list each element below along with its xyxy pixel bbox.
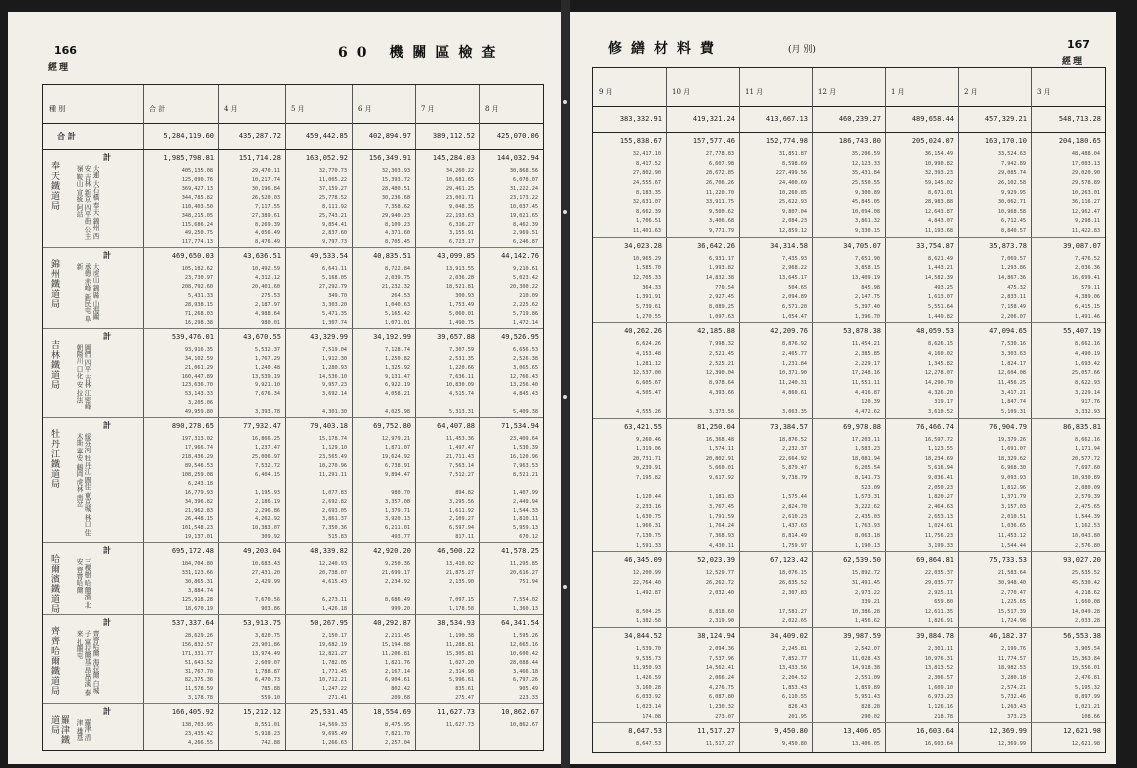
station-values: 11,517.27 [705,741,734,748]
station-values: 29,470.11 10,217.74 30,196.84 26,520.03 7,117.55 27,389.61 8,269.39 4,056.49 8,476.49 [251,168,280,246]
group-rule [43,417,543,418]
group-rule [593,418,1105,419]
station-values: 12,200.99 22,764.40 1,492.87 8,504.25 1,382.58 [632,570,661,625]
station-list: 綏芬河 牡丹江 圖佳 東京城 林口 佳木斯 寧安 鶴岡 虎林 南岔 [75,433,91,537]
grand-total-value: 457,329.21 [984,115,1027,123]
station-values: 2,094.36 7,537.96 14,562.41 2,066.24 4,276.75 6,087.80 1,230.32 273.07 [705,646,734,720]
division-total: 56,553.38 [1063,632,1101,641]
station-values: 7,519.04 1,912.30 1,280.93 14,536.10 9,957.23 3,692.14 4,301.30 [318,346,347,416]
page-title: 修繕材料費 [608,41,723,57]
subtotal-label: 計 [103,545,111,556]
group-rule [593,551,1105,552]
header-cell [43,85,143,123]
gutter-mark [563,210,567,214]
group-rule [593,722,1105,723]
station-values: 16,368.48 1,574.11 20,802.91 5,660.01 9,617.92 1,181.83 3,767.45 1,791.59 1,764.24 7,368.93 4,430.11 [705,436,734,549]
division-total: 145,284.03 [432,154,475,162]
header-cell-text: 10 月 [672,88,691,96]
gutter-mark [563,395,567,399]
division-total: 67,123.42 [770,556,808,565]
header-cell [415,85,479,123]
division-total: 39,087.07 [1063,241,1101,250]
grand-total-value: 419,321.24 [692,115,735,123]
division-total: 86,835.81 [1063,422,1101,431]
division-total: 36,642.26 [697,241,735,250]
grand-total-value: 402,894.97 [368,132,411,140]
group-rule [593,627,1105,628]
station-values: 10,965.29 1,585.70 12,705.33 364.33 1,391.91 5,739.61 1,270.55 [632,255,661,320]
header-cell-text: 7 月 [421,105,435,113]
division-total: 11,627.73 [437,708,475,717]
division-total: 155,838.67 [619,137,662,145]
grand-total-row [43,123,543,150]
division-name: 吉林鐵道局 [49,339,59,390]
station-values: 9,210.61 5,023.42 20,300.22 210.09 2,225.62 5,719.86 1,472.14 [509,266,538,326]
division-total: 53,913.75 [243,618,281,627]
division-total: 62,539.50 [843,556,881,565]
division-total: 46,182.37 [989,632,1027,641]
left-page [8,12,561,764]
book-gutter [561,0,570,768]
grand-total-value: 489,658.44 [911,115,954,123]
division-total: 186,743.80 [838,137,881,145]
station-values: 1,539.70 9,535.73 11,950.93 1,426.59 3,160.28 6,033.92 1,023.14 174.08 [632,646,661,720]
division-total: 166,405.92 [171,708,214,717]
division-total: 43,636.51 [243,252,281,261]
grand-total-value: 460,239.27 [838,115,881,123]
division-total: 10,862.67 [501,708,539,717]
page-number: 166 [54,44,77,57]
station-values: 1,595.26 12,665.16 10,600.42 28,088.44 3,466.18 6,797.26 905.49 223.33 [509,632,538,702]
header-cell-text: 4 月 [224,105,238,113]
grand-total-row [593,106,1105,133]
subtotal-label: 計 [103,152,111,162]
header-cell [739,68,812,106]
station-values: 32,417.10 8,417.52 27,802.90 24,555.67 8,183.35 32,631.07 8,662.39 1,706.51 11,401.63 [632,151,661,235]
station-values: 13,406.05 [851,741,880,748]
division-total: 76,904.79 [989,422,1027,431]
grand-total-value: 383,332.91 [619,115,662,123]
station-list: 大連 大石橋 奉天 錦州 西安 吉林 新京 四平街 公主嶺 鞍山 宣統 阿站 [75,165,99,240]
division-total: 44,142.76 [501,252,539,261]
station-values: 11,453.36 1,497.47 21,711.43 7,563.14 7,512.27 894.82 3,295.56 1,611.92 2,109.27 6,597.94 817.11 [445,436,474,541]
station-values: 6,931.17 1,993.82 14,832.38 770.54 2,927.45 8,089.25 1,097.63 [705,255,734,320]
section-label: 經理 [1062,57,1085,67]
station-values: 2,542.07 11,028.43 14,918.38 2,551.09 1,859.89 5,951.43 828.28 290.02 [851,646,880,720]
station-values: 12,369.99 [997,741,1026,748]
division-total: 49,203.04 [243,547,281,556]
division-total: 39,884.78 [916,632,954,641]
header-cell-text: 2 月 [964,88,978,96]
group-rule [43,614,543,615]
grand-total-value: 413,667.13 [765,115,808,123]
division-total: 16,603.64 [916,727,954,736]
division-total: 12,369.99 [989,727,1027,736]
station-values: 10,683.43 27,431.20 2,429.99 7,670.56 903.86 [251,561,280,612]
station-values: 14,569.33 9,695.49 1,266.63 [318,722,347,747]
station-values: 7,307.59 2,531.35 1,220.66 7,636.11 10,830.09 4,515.74 5,313.31 [445,346,474,416]
station-values: 6,624.26 4,153.48 1,281.12 12,537.00 6,605.67 4,505.47 4,555.26 [632,341,661,415]
subtotal-label: 計 [103,616,111,627]
station-values: 2,301.11 10,976.31 13,813.52 2,306.57 1,609.10 6,973.23 1,126.16 218.78 [924,646,953,720]
header-cell-text: 合 計 [149,105,166,113]
station-values: 48,488.04 17,003.13 29,020.90 29,578.89 10,263.01 36,116.27 12,962.47 9,298.11 11,422.83 [1071,151,1100,235]
division-total: 38,124.94 [697,632,735,641]
division-total: 79,403.18 [310,422,348,431]
station-values: 19,379.26 1,691.07 18,329.62 6,968.30 9,093.93 1,812.96 1,371.79 3,157.03 2,010.51 1,036.65 11,453.12 1,544.44 [997,436,1026,549]
page-number: 167 [1067,38,1090,51]
station-values: 9,250.36 21,699.17 2,234.92 8,686.49 999.20 [381,561,410,612]
expense-table-right [592,67,1106,753]
station-values: 8,662.16 4,490.19 1,693.42 25,057.66 8,622.93 3,229.14 917.76 3,332.93 [1071,341,1100,415]
division-total: 46,345.09 [624,556,662,565]
station-values: 34,260.22 10,681.65 29,461.25 23,001.71 9,048.35 22,193.63 6,316.27 3,155.91 6,723.17 [445,168,474,246]
table-header [593,68,1105,107]
section-label: 經理 [48,63,71,73]
station-values: 184,704.80 331,123.66 30,865.31 3,884.74 125,918.28 18,670.19 [181,561,213,612]
division-total: 76,466.74 [916,422,954,431]
division-total: 34,409.02 [770,632,808,641]
division-total: 52,023.39 [697,556,735,565]
station-values: 405,135.08 125,090.76 369,427.13 344,785.82 110,403.50 348,215.05 115,686.24 49,250.75 117,774.13 [181,168,213,246]
station-list: 大虎山 錦縣 山海關 承德 赤峰 新民屯 阜新 [75,263,99,323]
station-values: 11,454.21 2,385.85 2,229.17 17,248.16 11,551.11 4,416.87 120.39 4,472.62 [851,341,880,415]
header-cell-text: 9 月 [599,88,613,96]
station-values: 17,203.11 1,583.23 18,081.94 6,205.54 8,141.73 523.09 1,573.31 3,222.62 2,435.03 1,763.93 8,063.18 1,190.13 [851,436,880,549]
division-total: 40,292.87 [373,618,411,627]
station-values: 7,476.52 2,036.36 16,699.41 579.11 4,389.06 6,415.15 1,491.46 [1071,255,1100,320]
division-total: 12,621.98 [1063,727,1101,736]
division-total: 25,531.45 [310,708,348,717]
division-name: 哈爾濱鐵道局 [49,554,59,615]
division-name: 奉天鐵道局 [49,161,59,211]
station-values: 8,626.15 4,160.02 1,345.82 12,278.07 14,290.70 4,326.20 319.17 3,610.52 [924,341,953,415]
station-values: 6,641.11 5,168.05 27,292.79 349.70 3,303.20 5,471.35 1,307.74 [318,266,347,326]
division-total: 64,341.54 [501,618,539,627]
division-total: 9,450.80 [774,727,808,736]
grand-total-value: 389,112.52 [432,132,475,140]
header-cell [479,85,543,123]
header-cell [593,68,666,106]
header-cell [143,85,218,123]
division-total: 40,262.26 [624,327,662,336]
division-total: 34,023.28 [624,241,662,250]
station-values: 35,206.59 12,123.33 35,431.84 25,550.55 9,300.89 45,845.05 10,094.08 3,861.32 9,330.15 [851,151,880,235]
division-total: 34,705.07 [843,241,881,250]
station-values: 2,199.76 11,774.57 18,982.53 3,280.18 2,574.21 5,732.46 1,263.43 373.23 [997,646,1026,720]
division-total: 55,407.19 [1063,327,1101,336]
division-total: 47,094.65 [989,327,1027,336]
division-total: 469,650.03 [171,252,214,261]
station-values: 12,979.21 1,871.07 19,624.92 6,738.91 9,894.47 980.70 3,357.08 1,379.71 3,920.13 6,211.01 493.77 [381,436,410,541]
station-values: 93,916.35 34,102.59 21,061.29 160,447.89 123,636.70 53,143.33 3,205.06 49,959.80 [181,346,213,416]
grand-total-value: 548,713.28 [1058,115,1101,123]
header-cell [352,85,415,123]
division-total: 8,647.53 [628,727,662,736]
division-total: 69,752.80 [373,422,411,431]
header-cell [885,68,958,106]
station-values: 36,154.49 10,990.82 32,393.23 59,145.02 8,671.01 28,983.88 12,643.87 4,843.07 11,193.68 [924,151,953,235]
grand-total-value: 425,070.06 [496,132,539,140]
header-cell [812,68,885,106]
station-values: 13,410.02 21,875.27 2,135.90 7,097.15 1,178.58 [445,561,474,612]
division-total: 18,554.69 [373,708,411,717]
header-cell-text: 6 月 [358,105,372,113]
division-total: 69,864.81 [916,556,954,565]
division-total: 43,099.85 [437,252,475,261]
division-total: 34,844.52 [624,632,662,641]
station-values: 8,551.01 5,918.23 742.88 [255,722,280,747]
station-values: 7,530.16 3,303.63 1,824.17 12,604.08 11,456.25 3,417.21 1,847.74 5,109.31 [997,341,1026,415]
division-total: 1,985,798.81 [163,154,214,162]
division-total: 81,250.04 [697,422,735,431]
division-total: 63,421.55 [624,422,662,431]
gutter-mark [563,585,567,589]
division-total: 695,172.48 [171,547,214,556]
header-cell [958,68,1031,106]
station-values: 16,603.64 [924,741,953,748]
division-total: 39,987.59 [843,632,881,641]
station-values: 11,627.73 [445,722,474,729]
station-values: 9,260.46 1,319.06 20,731.71 9,239.91 7,195.82 1,120.44 2,233.16 1,630.75 1,966.31 7,130.75 1,591.33 [632,436,661,549]
group-rule [593,237,1105,238]
division-total: 49,533.54 [310,252,348,261]
division-total: 42,185.88 [697,327,735,336]
division-name: 羅津鐵道局 [49,715,69,746]
station-values: 138,703.95 23,435.42 4,266.55 [181,722,213,747]
station-values: 32,303.93 15,393.72 28,480.51 30,236.68 7,358.62 29,940.23 8,109.23 4,371.60 8,705.45 [381,168,410,246]
station-values: 1,190.38 11,288.81 15,305.81 1,027.20 2,314.98 5,996.61 835.61 275.47 [445,632,474,702]
station-values: 6,656.53 2,526.38 3,065.65 12,766.43 13,256.40 4,845.43 5,409.38 [509,346,538,416]
header-cell-text: 12 月 [818,88,837,96]
division-total: 163,052.92 [305,154,348,162]
station-values: 31,851.87 8,598.69 227,499.56 24,400.69 10,260.85 25,622.93 9,807.04 2,084.23 12,859.12 [775,151,807,235]
header-cell-text: 8 月 [485,105,499,113]
station-values: 28,629.26 156,832.57 171,331.77 51,643.52 31,767.70 82,375.36 11,578.59 3,178.78 [181,632,213,702]
station-values: 11,295.85 20,616.27 751.94 7,554.02 1,360.13 [509,561,538,612]
division-total: 73,384.57 [770,422,808,431]
subtotal-label: 計 [103,706,111,717]
header-cell-text: 11 月 [745,88,764,96]
station-values: 12,240.93 20,738.07 4,615.43 6,273.11 1,426.18 [318,561,347,612]
division-total: 43,670.55 [243,332,281,341]
division-total: 144,032.94 [496,154,539,162]
station-list: 圖們 四平 吉林 江密峰 朝陽川 口化 安 拉法 [75,343,91,410]
grand-total-value: 435,287.72 [238,132,281,140]
division-total: 157,577.46 [692,137,735,145]
header-cell [285,85,352,123]
division-total: 35,873.78 [989,241,1027,250]
right-page [570,12,1116,764]
division-total: 537,337.64 [171,618,214,627]
station-values: 13,913.55 2,036.28 18,521.81 300.93 1,753.49 5,060.01 1,490.75 [445,266,474,326]
station-values: 7,128.74 1,250.82 1,325.92 9,131.47 6,922.19 4,058.21 4,025.98 [385,346,410,416]
station-values: 33,524.63 7,942.89 29,085.74 26,102.58 9,929.95 30,062.71 10,968.58 6,712.45 8,840.57 [997,151,1026,235]
header-cell [1031,68,1105,106]
header-cell [218,85,285,123]
division-name: 齊齊哈爾鐵道局 [49,625,59,696]
station-values: 15,892.72 31,491.45 2,973.22 339.21 10,386.28 1,456.62 [851,570,880,625]
station-values: 2,211.45 15,194.88 11,206.81 1,821.76 2,167.14 6,904.61 802.42 209.68 [381,632,410,702]
station-values: 7,435.93 2,968.22 13,645.17 504.65 2,094.89 6,571.20 1,054.47 [778,255,807,320]
division-total: 49,526.95 [501,332,539,341]
station-values: 27,778.83 6,607.98 28,672.85 26,706.26 11,220.70 33,911.75 9,500.62 3,406.68 9,771.79 [705,151,734,235]
division-total: 34,192.99 [373,332,411,341]
division-total: 48,059.53 [916,327,954,336]
station-values: 25,535.52 45,530.42 4,218.62 1,660.08 14,049.28 2,033.28 [1071,570,1100,625]
division-total: 152,774.98 [765,137,808,145]
station-list: 三棵樹 哈爾濱 北安 齊齊哈爾 [75,558,91,609]
station-values: 7,651.90 3,858.15 13,409.19 845.98 2,147.75 5,397.40 1,396.70 [851,255,880,320]
station-values: 32,770.73 11,005.22 37,159.27 25,778.52 8,111.92 25,743.21 9,854.41 2,837.60 9,797.73 [318,168,347,246]
station-values: 3,905.54 15,363.84 19,556.01 2,476.81 5,195.32 8,897.99 1,021.21 108.66 [1071,646,1100,720]
header-cell-text: 1 月 [891,88,905,96]
division-total: 46,500.22 [437,547,475,556]
division-total: 13,406.05 [843,727,881,736]
station-values: 8,475.95 7,821.70 2,257.04 [385,722,410,747]
station-values: 7,998.32 2,521.45 2,525.21 12,390.04 8,978.64 4,393.66 3,373.56 [705,341,734,415]
page-subtitle: (月 別) [788,45,816,55]
subtotal-label: 計 [103,330,111,341]
division-total: 151,714.28 [238,154,281,162]
station-values: 18,076.15 26,835.52 2,307.83 17,581.27 2,022.65 [778,570,807,625]
group-rule [43,247,543,248]
division-total: 33,754.87 [916,241,954,250]
station-values: 21,583.64 30,948.40 2,770.47 1,225.65 15,517.39 1,724.98 [997,570,1026,625]
station-values: 2,245.81 7,852.77 13,433.56 2,204.52 1,853.43 6,110.55 826.43 201.95 [778,646,807,720]
header-cell-text: 種 別 [49,105,66,113]
station-values: 8,876.92 2,465.77 1,231.84 10,371.90 11,240.31 4,860.61 3,063.35 [778,341,807,415]
division-total: 42,209.76 [770,327,808,336]
station-values: 197,313.02 17,966.74 218,436.29 89,546.53 108,259.08 6,243.18 16,779.93 34,396.82 21,962.83 26,448.15 101,548.23 19,137.01 [181,436,213,541]
division-total: 890,278.65 [171,422,214,431]
station-values: 16,866.25 1,237.47 25,006.97 7,532.72 6,404.15 1,195.93 2,186.19 2,296.86 4,262.92 10,383.07 309.92 [251,436,280,541]
grand-total-value: 5,284,119.60 [163,132,214,140]
station-values: 2,150.17 19,682.19 12,821.27 1,782.05 1,771.45 10,712.21 1,247.22 271.41 [318,632,347,702]
division-total: 77,932.47 [243,422,281,431]
division-total: 40,835.51 [373,252,411,261]
station-values: 5,532.37 1,767.29 1,240.48 13,539.19 9,921.10 7,676.34 3,393.78 [251,346,280,416]
station-values: 10,862.67 [509,722,538,729]
station-values: 15,178.74 1,129.10 23,565.49 10,270.96 11,291.11 1,077.83 2,692.82 2,693.05 3,861.37 7,350.36 515.83 [318,436,347,541]
division-total: 11,517.27 [697,727,735,736]
division-total: 71,534.94 [501,422,539,431]
division-total: 64,407.88 [437,422,475,431]
station-values: 8,662.16 1,171.94 20,577.72 7,697.60 10,930.89 2,080.09 2,579.39 2,475.65 1,544.39 1,162.53 10,043.80 2,576.80 [1071,436,1100,549]
station-list: 齊齊哈爾 海拉爾 白城子 富拉爾基 昂昂溪 泰來 扎蘭屯 [75,629,99,696]
station-list: 羅津 清津 雄基 [75,719,91,742]
station-values: 22,035.37 29,035.77 2,925.11 659.80 12,611.35 1,826.91 [924,570,953,625]
group-rule [43,703,543,704]
division-total: 539,476.01 [171,332,214,341]
station-values: 23,409.64 1,530.39 16,120.96 7,963.53 8,521.21 1,407.99 2,449.94 1,544.33 1,810.11 5,959.13 670.12 [509,436,538,541]
station-values: 12,621.98 [1071,741,1100,748]
group-rule [43,542,543,543]
division-total: 50,267.95 [310,618,348,627]
station-values: 8,647.53 [636,741,661,748]
header-cell [666,68,739,106]
station-values: 30,868.56 6,078.07 31,222.24 23,173.22 10,037.45 19,021.65 8,462.39 2,969.51 6,246.87 [509,168,538,246]
division-total: 43,329.99 [310,332,348,341]
division-total: 15,212.12 [243,708,281,717]
station-values: 105,182.62 23,730.97 208,792.60 5,431.33 28,938.15 71,268.03 16,298.38 [181,266,213,326]
group-rule [593,322,1105,323]
division-total: 39,657.88 [437,332,475,341]
division-total: 38,534.93 [437,618,475,627]
division-total: 205,024.07 [911,137,954,145]
station-values: 18,876.52 2,232.37 22,664.92 5,879.47 9,738.79 1,575.44 2,824.70 2,610.23 1,437.63 8,814.49 1,759.97 [778,436,807,549]
division-total: 42,920.20 [373,547,411,556]
station-values: 16,597.72 1,123.55 18,234.69 5,616.94 9,036.41 2,050.23 1,820.27 2,464.63 2,653.13 1,024.61 11,756.23 3,199.33 [924,436,953,549]
division-total: 34,314.58 [770,241,808,250]
station-values: 8,621.49 1,443.21 14,582.39 493.25 1,613.07 5,551.64 1,449.82 [924,255,953,320]
division-total: 156,349.91 [368,154,411,162]
group-rule [43,328,543,329]
division-total: 163,170.10 [984,137,1027,145]
division-total: 53,878.38 [843,327,881,336]
header-cell-text: 3 月 [1037,88,1051,96]
station-values: 12,529.77 26,262.72 2,032.40 8,818.60 2,319.90 [705,570,734,625]
division-total: 204,180.65 [1058,137,1101,145]
division-total: 48,339.82 [310,547,348,556]
station-values: 9,450.80 [782,741,807,748]
division-total: 41,578.25 [501,547,539,556]
division-total: 75,733.53 [989,556,1027,565]
gutter-mark [563,100,567,104]
division-name: 錦州鐵道局 [49,259,59,310]
division-name: 牡丹江鐵道局 [49,429,59,490]
header-cell-text: 5 月 [291,105,305,113]
station-values: 7,069.57 1,293.86 14,867.36 475.32 2,833.11 7,158.49 2,206.07 [997,255,1026,320]
division-total: 69,978.88 [843,422,881,431]
grand-total-label: 合 計 [57,131,76,141]
subtotal-label: 計 [103,250,111,261]
grand-total-value: 459,442.85 [305,132,348,140]
page-title: 60 機關區檢查 [338,45,505,61]
station-values: 3,820.75 23,901.86 13,974.49 2,609.07 1,788.87 6,470.73 785.88 559.10 [251,632,280,702]
table-header [43,85,543,124]
station-values: 8,722.84 2,039.75 21,232.32 264.53 1,040.63 5,165.42 1,071.01 [381,266,410,326]
subtotal-label: 計 [103,420,111,431]
expense-table-left [42,84,544,751]
station-values: 10,492.59 4,312.12 20,401.60 275.53 2,187.97 4,988.64 980.01 [251,266,280,326]
division-total: 93,027.20 [1063,556,1101,565]
